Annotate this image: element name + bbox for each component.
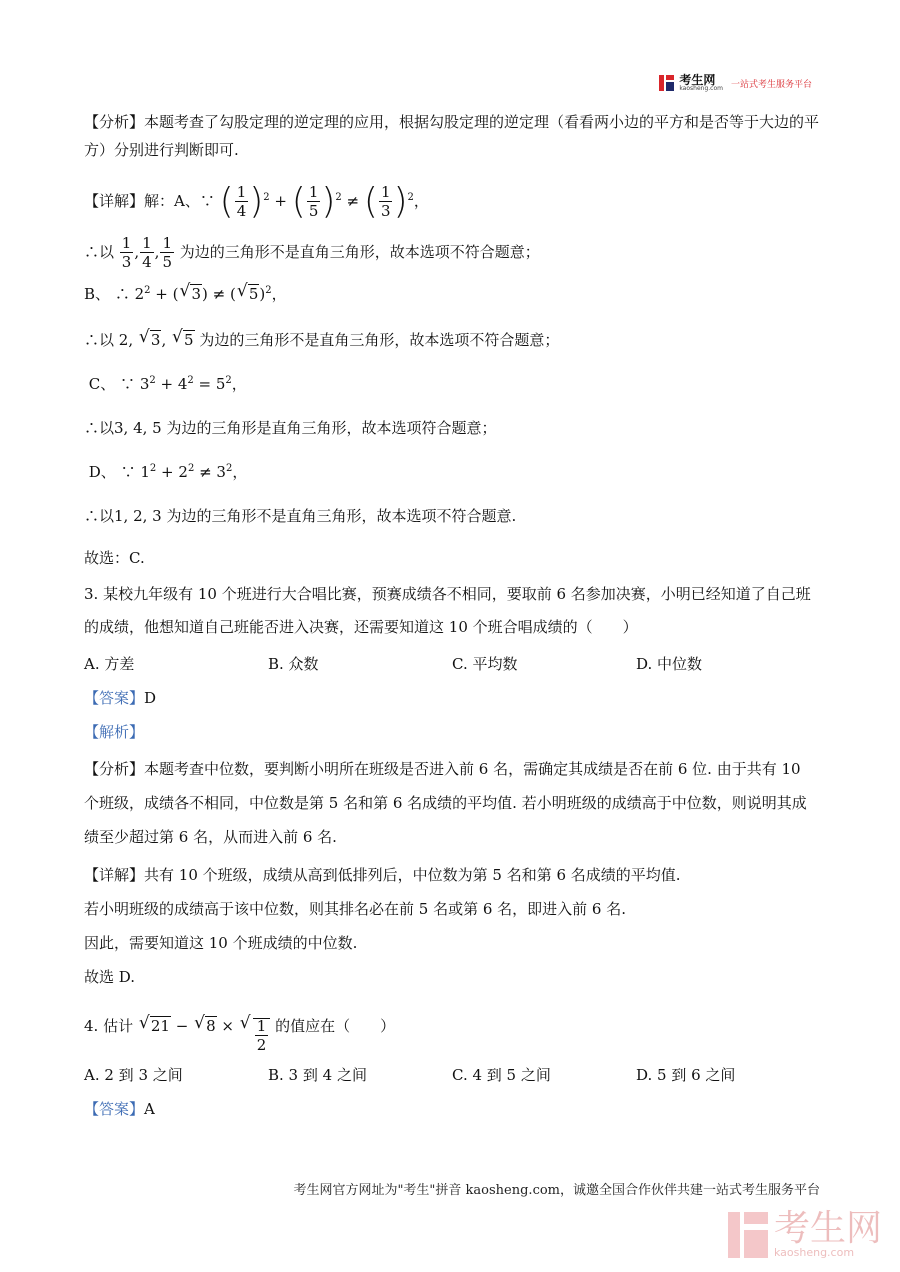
q2-analysis bbox=[84, 108, 820, 164]
answer-tag: 【答案】 bbox=[84, 1100, 145, 1118]
q3-option-b: B. 众数 bbox=[268, 655, 319, 673]
kaosheng-logo-icon bbox=[659, 73, 675, 93]
conclusion-text: 为边的三角形不是直角三角形，故本选项不符合题意. bbox=[166, 507, 517, 525]
footer-text: 考生网官方网址为"考生"拼音 kaosheng.com，诚邀全国合作伙伴共建一站式考生服务平台 bbox=[293, 1183, 820, 1198]
detail-text: 共有 10 个班级，成绩从高到低排列后，中位数为第 5 名和第 6 名成绩的平均值. bbox=[144, 866, 681, 884]
q4-options bbox=[84, 1061, 820, 1089]
q4-option-c: C. 4 到 5 之间 bbox=[452, 1066, 551, 1084]
q3-choice: 故选 D. bbox=[84, 968, 136, 986]
option-d-label: D、 bbox=[88, 463, 116, 481]
q4-option-d: D. 5 到 6 之间 bbox=[636, 1066, 736, 1084]
watermark-domain: kaosheng.com bbox=[773, 1246, 855, 1259]
conclusion-prefix: ∴以 bbox=[84, 243, 115, 261]
q4-formula: √ 21 − √ 8 × √ $\frac{1}{2}$ bbox=[138, 1017, 275, 1035]
q2-detail-b bbox=[84, 280, 820, 308]
q2-detail-d bbox=[84, 458, 820, 486]
q2-choice: 故选：C. bbox=[84, 549, 145, 567]
q3-option-a: A. 方差 bbox=[84, 655, 135, 673]
q2-c-conclusion bbox=[84, 414, 820, 442]
watermark-logo-icon bbox=[728, 1212, 770, 1258]
q4-option-b: B. 3 到 4 之间 bbox=[268, 1066, 367, 1084]
conclusion-text: 为边的三角形是直角三角形，故本选项符合题意； bbox=[166, 419, 497, 437]
sides-b: 2, √ 3, √ 5 bbox=[119, 331, 195, 349]
formula-d: ∵ $1^2 + 2^2 \ne 3^2$， bbox=[120, 463, 248, 481]
answer-tag: 【答案】 bbox=[84, 689, 145, 707]
q3-options bbox=[84, 650, 820, 678]
logo-domain: kaosheng.com bbox=[679, 85, 723, 92]
q3-answer bbox=[84, 684, 820, 712]
conclusion-text: 为边的三角形不是直角三角形，故本选项不符合题意； bbox=[179, 243, 540, 261]
logo-slogan: 一站式考生服务平台 bbox=[730, 79, 812, 90]
detail-tag: 【详解】 bbox=[84, 192, 145, 210]
q4-stem-suffix: 的值应在（ ） bbox=[275, 1017, 396, 1035]
q2-a-conclusion bbox=[84, 230, 820, 274]
conclusion-prefix: ∴以 bbox=[84, 419, 115, 437]
sides-a: $\frac{1}{3}$ , $\frac{1}{4}$ , $\frac{1}{5}$ bbox=[121, 234, 172, 271]
analysis-text: 本题考查中位数，要判断小明所在班级是否进入前 6 名，需确定其成绩是否在前 6 位. 由于共有 10 个班级，成绩各不相同，中位数是第 5 名和第 6 名成绩的平均值. 若小明班级的成绩高于中位数，则说明其成绩至少超过第 6 名，从而进入前 6 名. bbox=[84, 760, 807, 846]
sides-d: 1, 2, 3 bbox=[114, 507, 162, 525]
analysis-tag: 【分析】 bbox=[84, 113, 145, 131]
analysis-tag: 【分析】 bbox=[84, 760, 145, 778]
formula-a: ( $\frac{1}{4}$ )$^2$ + ( $\frac{1}{5}$ )$^2$ ≠ ( $\frac{1}{3}$ )$^2$， bbox=[219, 181, 429, 222]
header-logo bbox=[659, 72, 812, 94]
watermark-name: 考生网 bbox=[773, 1208, 882, 1249]
detail-prefix: 解：A、∵ bbox=[144, 192, 215, 210]
q2-detail-c bbox=[84, 370, 820, 398]
watermark bbox=[728, 1208, 882, 1259]
logo-name: 考生网 bbox=[679, 73, 716, 87]
answer-value: D bbox=[144, 689, 157, 707]
q3-analysis-head: 【解析】 bbox=[84, 723, 145, 741]
q3-option-d: D. 中位数 bbox=[636, 655, 703, 673]
q2-b-conclusion bbox=[84, 326, 820, 354]
analysis-text: 本题考查了勾股定理的逆定理的应用，根据勾股定理的逆定理（看看两小边的平方和是否等于大边的平方）分别进行判断即可. bbox=[84, 113, 820, 159]
document-body bbox=[84, 108, 820, 1123]
q4-answer bbox=[84, 1095, 820, 1123]
q4-option-a: A. 2 到 3 之间 bbox=[84, 1066, 183, 1084]
conclusion-text: 为边的三角形不是直角三角形，故本选项不符合题意； bbox=[199, 331, 560, 349]
option-b-label: B、 bbox=[84, 285, 111, 303]
q2-detail-a bbox=[84, 176, 820, 226]
option-c-label: C、 bbox=[88, 375, 116, 393]
formula-c: ∵ $3^2 + 4^2 = 5^2$， bbox=[120, 375, 247, 393]
q4-stem bbox=[84, 1004, 820, 1053]
q3-option-c: C. 平均数 bbox=[452, 655, 518, 673]
conclusion-prefix: ∴以 bbox=[84, 507, 115, 525]
detail-tag: 【详解】 bbox=[84, 866, 145, 884]
q3-detail-2: 若小明班级的成绩高于该中位数，则其排名必在前 5 名或第 6 名，即进入前 6 名. bbox=[84, 900, 627, 918]
q3-detail-3: 因此，需要知道这 10 个班成绩的中位数. bbox=[84, 934, 358, 952]
q3-detail-1 bbox=[84, 858, 820, 892]
q4-stem-prefix: 4. 估计 bbox=[84, 1017, 134, 1035]
answer-value: A bbox=[144, 1100, 155, 1118]
conclusion-prefix: ∴以 bbox=[84, 331, 115, 349]
q3-stem: 3. 某校九年级有 10 个班进行大合唱比赛，预赛成绩各不相同，要取前 6 名参加决赛，小明已经知道了自己班的成绩，他想知道自己班能否进入决赛，还需要知道这 10 个班合唱成绩的（ ） bbox=[84, 585, 811, 636]
formula-b: ∴ $2^2$ + (√ 3) ≠ (√ 5)$^2$， bbox=[115, 285, 287, 303]
q3-analysis bbox=[84, 752, 820, 854]
q2-d-conclusion bbox=[84, 502, 820, 530]
sides-c: 3, 4, 5 bbox=[114, 419, 162, 437]
